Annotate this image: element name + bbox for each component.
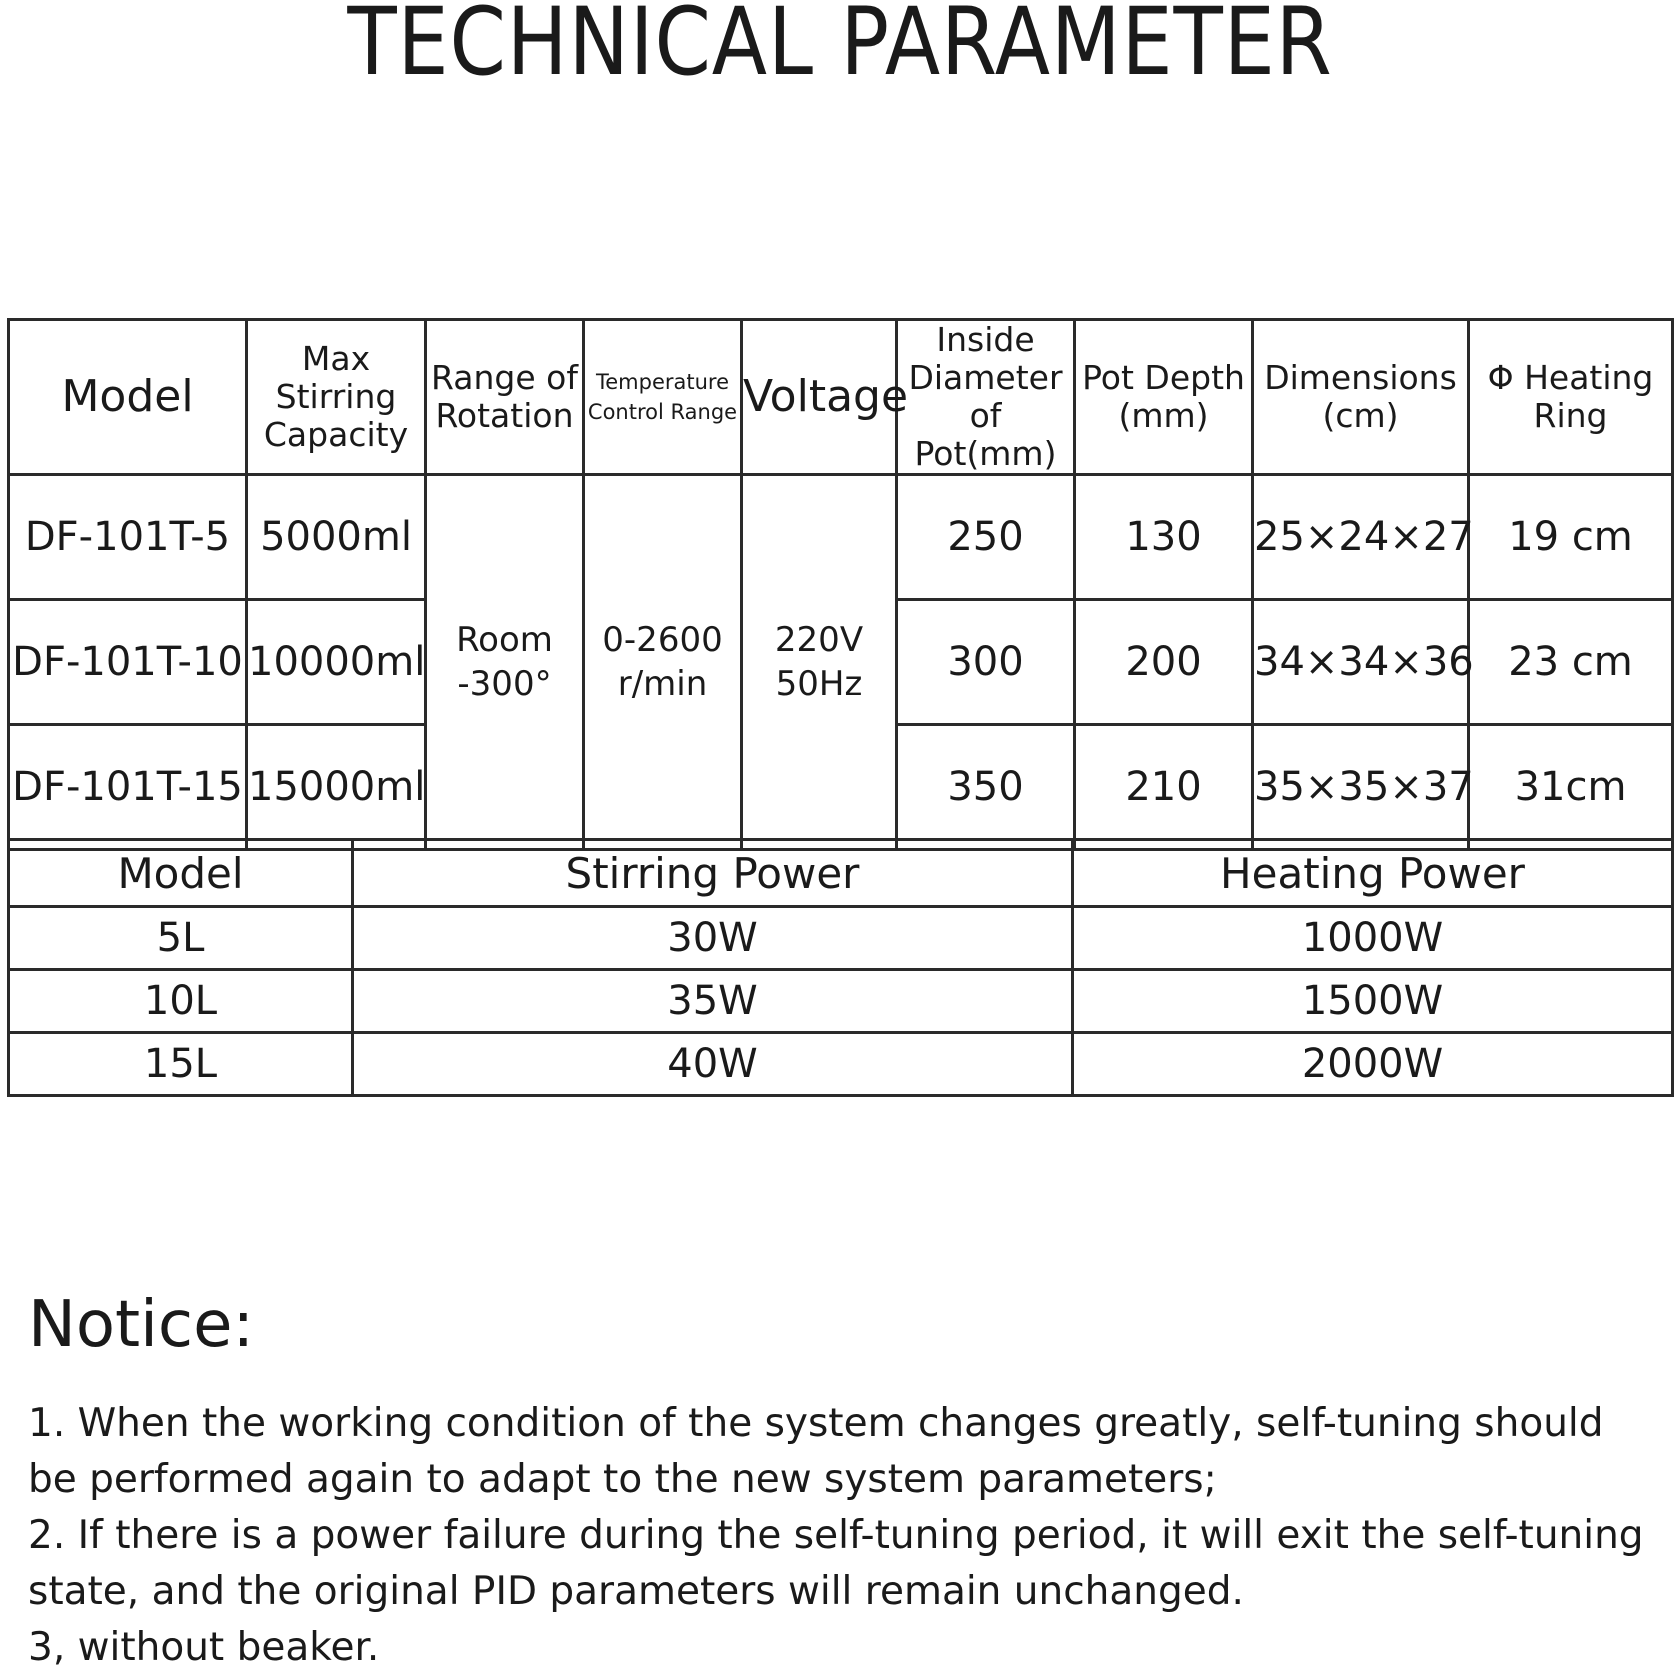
dimensions-cell: 35×35×37 xyxy=(1253,725,1469,850)
table-row xyxy=(9,907,1673,970)
depth-cell: 210 xyxy=(1075,725,1253,850)
header-depth: Pot Depth (mm) xyxy=(1075,320,1253,475)
header-capacity: Max Stirring Capacity xyxy=(247,320,426,475)
header-rotation: Range of Rotation xyxy=(426,320,584,475)
diameter-cell: 300 xyxy=(897,600,1075,725)
notice-item: 1. When the working condition of the system changes greatly, self-tuning should be performed again to adapt to the new system parameters; xyxy=(28,1401,1604,1502)
header-heating-ring: Φ Heating Ring xyxy=(1469,320,1673,475)
header-model: Model xyxy=(9,840,353,907)
stirring-power-cell: 35W xyxy=(353,970,1073,1033)
heating-ring-cell: 23 cm xyxy=(1469,600,1673,725)
stirring-power-cell: 40W xyxy=(353,1033,1073,1096)
capacity-cell: 5000ml xyxy=(247,475,426,600)
model-cell: DF-101T-10 xyxy=(9,600,247,725)
notice-item: 3, without beaker. xyxy=(28,1625,380,1670)
capacity-cell: 15000ml xyxy=(247,725,426,850)
header-model: Model xyxy=(9,320,247,475)
spec-table xyxy=(7,318,1674,851)
power-header-row xyxy=(9,840,1673,907)
dimensions-cell: 25×24×27 xyxy=(1253,475,1469,600)
header-heating-power: Heating Power xyxy=(1073,840,1673,907)
diameter-cell: 250 xyxy=(897,475,1075,600)
heating-ring-cell: 19 cm xyxy=(1469,475,1673,600)
spec-header-row xyxy=(9,320,1673,475)
header-voltage: Voltage xyxy=(742,320,897,475)
rotation-cell: Room -300° xyxy=(426,475,584,850)
heating-ring-cell: 31cm xyxy=(1469,725,1673,850)
model-cell: DF-101T-15 xyxy=(9,725,247,850)
stirring-power-cell: 30W xyxy=(353,907,1073,970)
page-title: TECHNICAL PARAMETER xyxy=(347,0,1333,97)
table-row xyxy=(9,475,1673,600)
model-cell: 5L xyxy=(9,907,353,970)
heating-power-cell: 1500W xyxy=(1073,970,1673,1033)
depth-cell: 130 xyxy=(1075,475,1253,600)
model-cell: DF-101T-5 xyxy=(9,475,247,600)
depth-cell: 200 xyxy=(1075,600,1253,725)
capacity-cell: 10000ml xyxy=(247,600,426,725)
header-temp-range: Temperature Control Range xyxy=(584,320,742,475)
model-cell: 15L xyxy=(9,1033,353,1096)
notice-list xyxy=(28,1396,1658,1676)
temp-range-cell: 0-2600 r/min xyxy=(584,475,742,850)
header-diameter: Inside Diameter of Pot(mm) xyxy=(897,320,1075,475)
notice-title: Notice: xyxy=(28,1288,255,1362)
heating-power-cell: 2000W xyxy=(1073,1033,1673,1096)
notice-item: 2. If there is a power failure during the self-tuning period, it will exit the self-tuning state, and the original PID parameters will remain unchanged. xyxy=(28,1513,1644,1614)
model-cell: 10L xyxy=(9,970,353,1033)
heating-power-cell: 1000W xyxy=(1073,907,1673,970)
voltage-cell: 220V 50Hz xyxy=(742,475,897,850)
table-row xyxy=(9,1033,1673,1096)
header-stirring-power: Stirring Power xyxy=(353,840,1073,907)
dimensions-cell: 34×34×36 xyxy=(1253,600,1469,725)
table-row xyxy=(9,970,1673,1033)
power-table xyxy=(7,838,1674,1097)
header-dimensions: Dimensions (cm) xyxy=(1253,320,1469,475)
diameter-cell: 350 xyxy=(897,725,1075,850)
